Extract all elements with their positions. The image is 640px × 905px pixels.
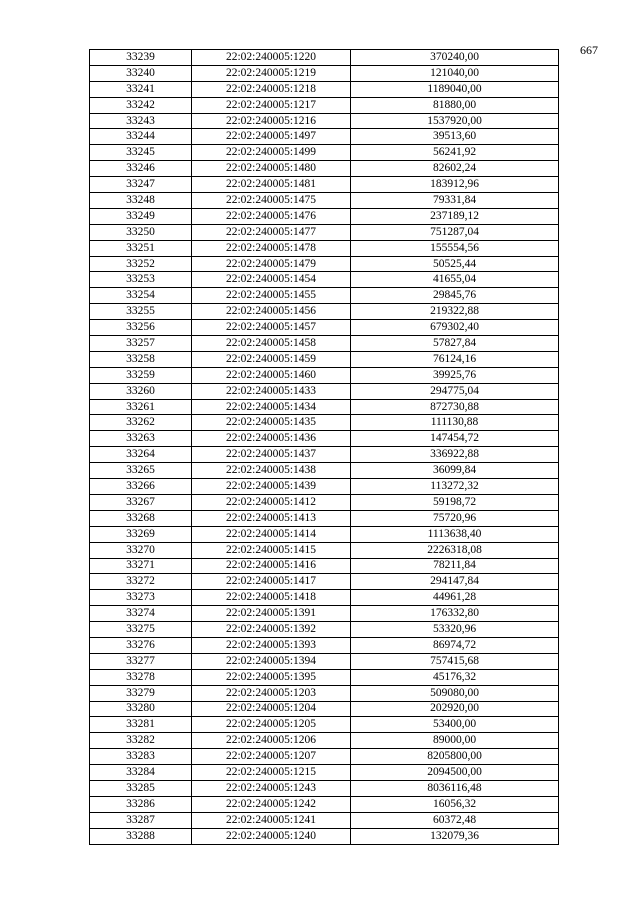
- row-number-cell: 33251: [90, 240, 192, 256]
- table-row: [90, 320, 559, 336]
- row-number-cell: 33275: [90, 622, 192, 638]
- value-cell: 113272,32: [351, 479, 559, 495]
- row-number-cell: 33271: [90, 558, 192, 574]
- row-number-cell: 33278: [90, 669, 192, 685]
- cadastral-number-cell: 22:02:240005:1220: [192, 50, 351, 66]
- table-row: [90, 574, 559, 590]
- value-cell: 89000,00: [351, 733, 559, 749]
- table-row: [90, 272, 559, 288]
- cadastral-number-cell: 22:02:240005:1392: [192, 622, 351, 638]
- value-cell: 132079,36: [351, 828, 559, 844]
- cadastral-number-cell: 22:02:240005:1242: [192, 796, 351, 812]
- table-row: [90, 606, 559, 622]
- row-number-cell: 33272: [90, 574, 192, 590]
- value-cell: 237189,12: [351, 208, 559, 224]
- value-cell: 2094500,00: [351, 765, 559, 781]
- row-number-cell: 33282: [90, 733, 192, 749]
- value-cell: 1537920,00: [351, 113, 559, 129]
- cadastral-number-cell: 22:02:240005:1478: [192, 240, 351, 256]
- value-cell: 219322,88: [351, 304, 559, 320]
- cadastral-number-cell: 22:02:240005:1435: [192, 415, 351, 431]
- table-row: [90, 796, 559, 812]
- cadastral-number-cell: 22:02:240005:1497: [192, 129, 351, 145]
- cadastral-number-cell: 22:02:240005:1499: [192, 145, 351, 161]
- value-cell: 336922,88: [351, 447, 559, 463]
- row-number-cell: 33261: [90, 399, 192, 415]
- table-row: [90, 65, 559, 81]
- row-number-cell: 33260: [90, 383, 192, 399]
- row-number-cell: 33256: [90, 320, 192, 336]
- value-cell: 45176,32: [351, 669, 559, 685]
- cadastral-number-cell: 22:02:240005:1412: [192, 494, 351, 510]
- value-cell: 294775,04: [351, 383, 559, 399]
- row-number-cell: 33245: [90, 145, 192, 161]
- cadastral-number-cell: 22:02:240005:1481: [192, 177, 351, 193]
- row-number-cell: 33259: [90, 367, 192, 383]
- value-cell: 1113638,40: [351, 526, 559, 542]
- value-cell: 1189040,00: [351, 81, 559, 97]
- row-number-cell: 33274: [90, 606, 192, 622]
- cadastral-number-cell: 22:02:240005:1434: [192, 399, 351, 415]
- table-row: [90, 431, 559, 447]
- cadastral-number-cell: 22:02:240005:1417: [192, 574, 351, 590]
- table-row: [90, 479, 559, 495]
- cadastral-number-cell: 22:02:240005:1456: [192, 304, 351, 320]
- table-row: [90, 383, 559, 399]
- value-cell: 872730,88: [351, 399, 559, 415]
- table-row: [90, 558, 559, 574]
- value-cell: 111130,88: [351, 415, 559, 431]
- table-row: [90, 97, 559, 113]
- cadastral-number-cell: 22:02:240005:1413: [192, 510, 351, 526]
- table-row: [90, 288, 559, 304]
- table-row: [90, 145, 559, 161]
- row-number-cell: 33284: [90, 765, 192, 781]
- row-number-cell: 33267: [90, 494, 192, 510]
- value-cell: 294147,84: [351, 574, 559, 590]
- value-cell: 50525,44: [351, 256, 559, 272]
- cadastral-number-cell: 22:02:240005:1415: [192, 542, 351, 558]
- cadastral-number-cell: 22:02:240005:1241: [192, 812, 351, 828]
- cadastral-number-cell: 22:02:240005:1393: [192, 637, 351, 653]
- cadastral-number-cell: 22:02:240005:1460: [192, 367, 351, 383]
- row-number-cell: 33244: [90, 129, 192, 145]
- row-number-cell: 33240: [90, 65, 192, 81]
- table-row: [90, 367, 559, 383]
- cadastral-number-cell: 22:02:240005:1395: [192, 669, 351, 685]
- table-row: [90, 193, 559, 209]
- cadastral-number-cell: 22:02:240005:1204: [192, 701, 351, 717]
- row-number-cell: 33242: [90, 97, 192, 113]
- row-number-cell: 33286: [90, 796, 192, 812]
- value-cell: 183912,96: [351, 177, 559, 193]
- value-cell: 41655,04: [351, 272, 559, 288]
- value-cell: 176332,80: [351, 606, 559, 622]
- value-cell: 36099,84: [351, 463, 559, 479]
- table-row: [90, 177, 559, 193]
- row-number-cell: 33266: [90, 479, 192, 495]
- row-number-cell: 33254: [90, 288, 192, 304]
- table-row: [90, 637, 559, 653]
- table-row: [90, 240, 559, 256]
- row-number-cell: 33262: [90, 415, 192, 431]
- row-number-cell: 33250: [90, 224, 192, 240]
- table-row: [90, 701, 559, 717]
- row-number-cell: 33253: [90, 272, 192, 288]
- cadastral-number-cell: 22:02:240005:1457: [192, 320, 351, 336]
- table-row: [90, 622, 559, 638]
- cadastral-number-cell: 22:02:240005:1479: [192, 256, 351, 272]
- cadastral-number-cell: 22:02:240005:1480: [192, 161, 351, 177]
- row-number-cell: 33243: [90, 113, 192, 129]
- cadastral-number-cell: 22:02:240005:1455: [192, 288, 351, 304]
- value-cell: 81880,00: [351, 97, 559, 113]
- table-row: [90, 447, 559, 463]
- row-number-cell: 33277: [90, 653, 192, 669]
- row-number-cell: 33248: [90, 193, 192, 209]
- table-row: [90, 780, 559, 796]
- cadastral-number-cell: 22:02:240005:1477: [192, 224, 351, 240]
- row-number-cell: 33239: [90, 50, 192, 66]
- value-cell: 57827,84: [351, 336, 559, 352]
- row-number-cell: 33255: [90, 304, 192, 320]
- value-cell: 53400,00: [351, 717, 559, 733]
- cadastral-number-cell: 22:02:240005:1436: [192, 431, 351, 447]
- value-cell: 202920,00: [351, 701, 559, 717]
- row-number-cell: 33285: [90, 780, 192, 796]
- table-row: [90, 113, 559, 129]
- table-row: [90, 717, 559, 733]
- cadastral-number-cell: 22:02:240005:1439: [192, 479, 351, 495]
- table-row: [90, 669, 559, 685]
- value-cell: 155554,56: [351, 240, 559, 256]
- table-row: [90, 50, 559, 66]
- value-cell: 78211,84: [351, 558, 559, 574]
- cadastral-number-cell: 22:02:240005:1203: [192, 685, 351, 701]
- table-row: [90, 351, 559, 367]
- table-row: [90, 653, 559, 669]
- value-cell: 39925,76: [351, 367, 559, 383]
- value-cell: 757415,68: [351, 653, 559, 669]
- table-row: [90, 256, 559, 272]
- table-row: [90, 415, 559, 431]
- value-cell: 16056,32: [351, 796, 559, 812]
- table-row: [90, 494, 559, 510]
- cadastral-number-cell: 22:02:240005:1416: [192, 558, 351, 574]
- cadastral-number-cell: 22:02:240005:1218: [192, 81, 351, 97]
- cadastral-number-cell: 22:02:240005:1215: [192, 765, 351, 781]
- row-number-cell: 33279: [90, 685, 192, 701]
- row-number-cell: 33258: [90, 351, 192, 367]
- cadastral-number-cell: 22:02:240005:1418: [192, 590, 351, 606]
- table-body: [90, 50, 559, 845]
- cadastral-number-cell: 22:02:240005:1475: [192, 193, 351, 209]
- table-row: [90, 542, 559, 558]
- value-cell: 56241,92: [351, 145, 559, 161]
- value-cell: 8205800,00: [351, 749, 559, 765]
- cadastral-number-cell: 22:02:240005:1216: [192, 113, 351, 129]
- value-cell: 39513,60: [351, 129, 559, 145]
- value-cell: 82602,24: [351, 161, 559, 177]
- value-cell: 53320,96: [351, 622, 559, 638]
- cadastral-number-cell: 22:02:240005:1394: [192, 653, 351, 669]
- row-number-cell: 33283: [90, 749, 192, 765]
- row-number-cell: 33249: [90, 208, 192, 224]
- table-row: [90, 828, 559, 844]
- cadastral-number-cell: 22:02:240005:1217: [192, 97, 351, 113]
- cadastral-number-cell: 22:02:240005:1391: [192, 606, 351, 622]
- page-number: 667: [580, 43, 598, 57]
- row-number-cell: 33264: [90, 447, 192, 463]
- table-row: [90, 161, 559, 177]
- row-number-cell: 33257: [90, 336, 192, 352]
- value-cell: 121040,00: [351, 65, 559, 81]
- cadastral-number-cell: 22:02:240005:1243: [192, 780, 351, 796]
- table-row: [90, 463, 559, 479]
- table-row: [90, 399, 559, 415]
- row-number-cell: 33288: [90, 828, 192, 844]
- table-row: [90, 733, 559, 749]
- row-number-cell: 33270: [90, 542, 192, 558]
- value-cell: 29845,76: [351, 288, 559, 304]
- row-number-cell: 33273: [90, 590, 192, 606]
- row-number-cell: 33241: [90, 81, 192, 97]
- value-cell: 75720,96: [351, 510, 559, 526]
- value-cell: 76124,16: [351, 351, 559, 367]
- value-cell: 370240,00: [351, 50, 559, 66]
- row-number-cell: 33269: [90, 526, 192, 542]
- table-row: [90, 129, 559, 145]
- row-number-cell: 33263: [90, 431, 192, 447]
- cadastral-number-cell: 22:02:240005:1458: [192, 336, 351, 352]
- cadastral-number-cell: 22:02:240005:1414: [192, 526, 351, 542]
- table-row: [90, 812, 559, 828]
- cadastral-number-cell: 22:02:240005:1437: [192, 447, 351, 463]
- row-number-cell: 33287: [90, 812, 192, 828]
- cadastral-number-cell: 22:02:240005:1454: [192, 272, 351, 288]
- value-cell: 509080,00: [351, 685, 559, 701]
- data-table: [89, 49, 559, 845]
- value-cell: 751287,04: [351, 224, 559, 240]
- table-row: [90, 685, 559, 701]
- row-number-cell: 33252: [90, 256, 192, 272]
- table-row: [90, 224, 559, 240]
- value-cell: 679302,40: [351, 320, 559, 336]
- row-number-cell: 33265: [90, 463, 192, 479]
- cadastral-number-cell: 22:02:240005:1205: [192, 717, 351, 733]
- cadastral-number-cell: 22:02:240005:1240: [192, 828, 351, 844]
- cadastral-number-cell: 22:02:240005:1433: [192, 383, 351, 399]
- table-row: [90, 336, 559, 352]
- row-number-cell: 33268: [90, 510, 192, 526]
- value-cell: 8036116,48: [351, 780, 559, 796]
- row-number-cell: 33281: [90, 717, 192, 733]
- row-number-cell: 33246: [90, 161, 192, 177]
- row-number-cell: 33276: [90, 637, 192, 653]
- value-cell: 2226318,08: [351, 542, 559, 558]
- cadastral-number-cell: 22:02:240005:1476: [192, 208, 351, 224]
- table-row: [90, 208, 559, 224]
- cadastral-number-cell: 22:02:240005:1219: [192, 65, 351, 81]
- table-row: [90, 526, 559, 542]
- table-row: [90, 749, 559, 765]
- value-cell: 79331,84: [351, 193, 559, 209]
- table-row: [90, 81, 559, 97]
- value-cell: 60372,48: [351, 812, 559, 828]
- table-row: [90, 765, 559, 781]
- table-row: [90, 590, 559, 606]
- value-cell: 147454,72: [351, 431, 559, 447]
- table-row: [90, 510, 559, 526]
- row-number-cell: 33280: [90, 701, 192, 717]
- cadastral-number-cell: 22:02:240005:1206: [192, 733, 351, 749]
- cadastral-number-cell: 22:02:240005:1207: [192, 749, 351, 765]
- value-cell: 59198,72: [351, 494, 559, 510]
- row-number-cell: 33247: [90, 177, 192, 193]
- value-cell: 86974,72: [351, 637, 559, 653]
- value-cell: 44961,28: [351, 590, 559, 606]
- table-row: [90, 304, 559, 320]
- cadastral-number-cell: 22:02:240005:1459: [192, 351, 351, 367]
- cadastral-number-cell: 22:02:240005:1438: [192, 463, 351, 479]
